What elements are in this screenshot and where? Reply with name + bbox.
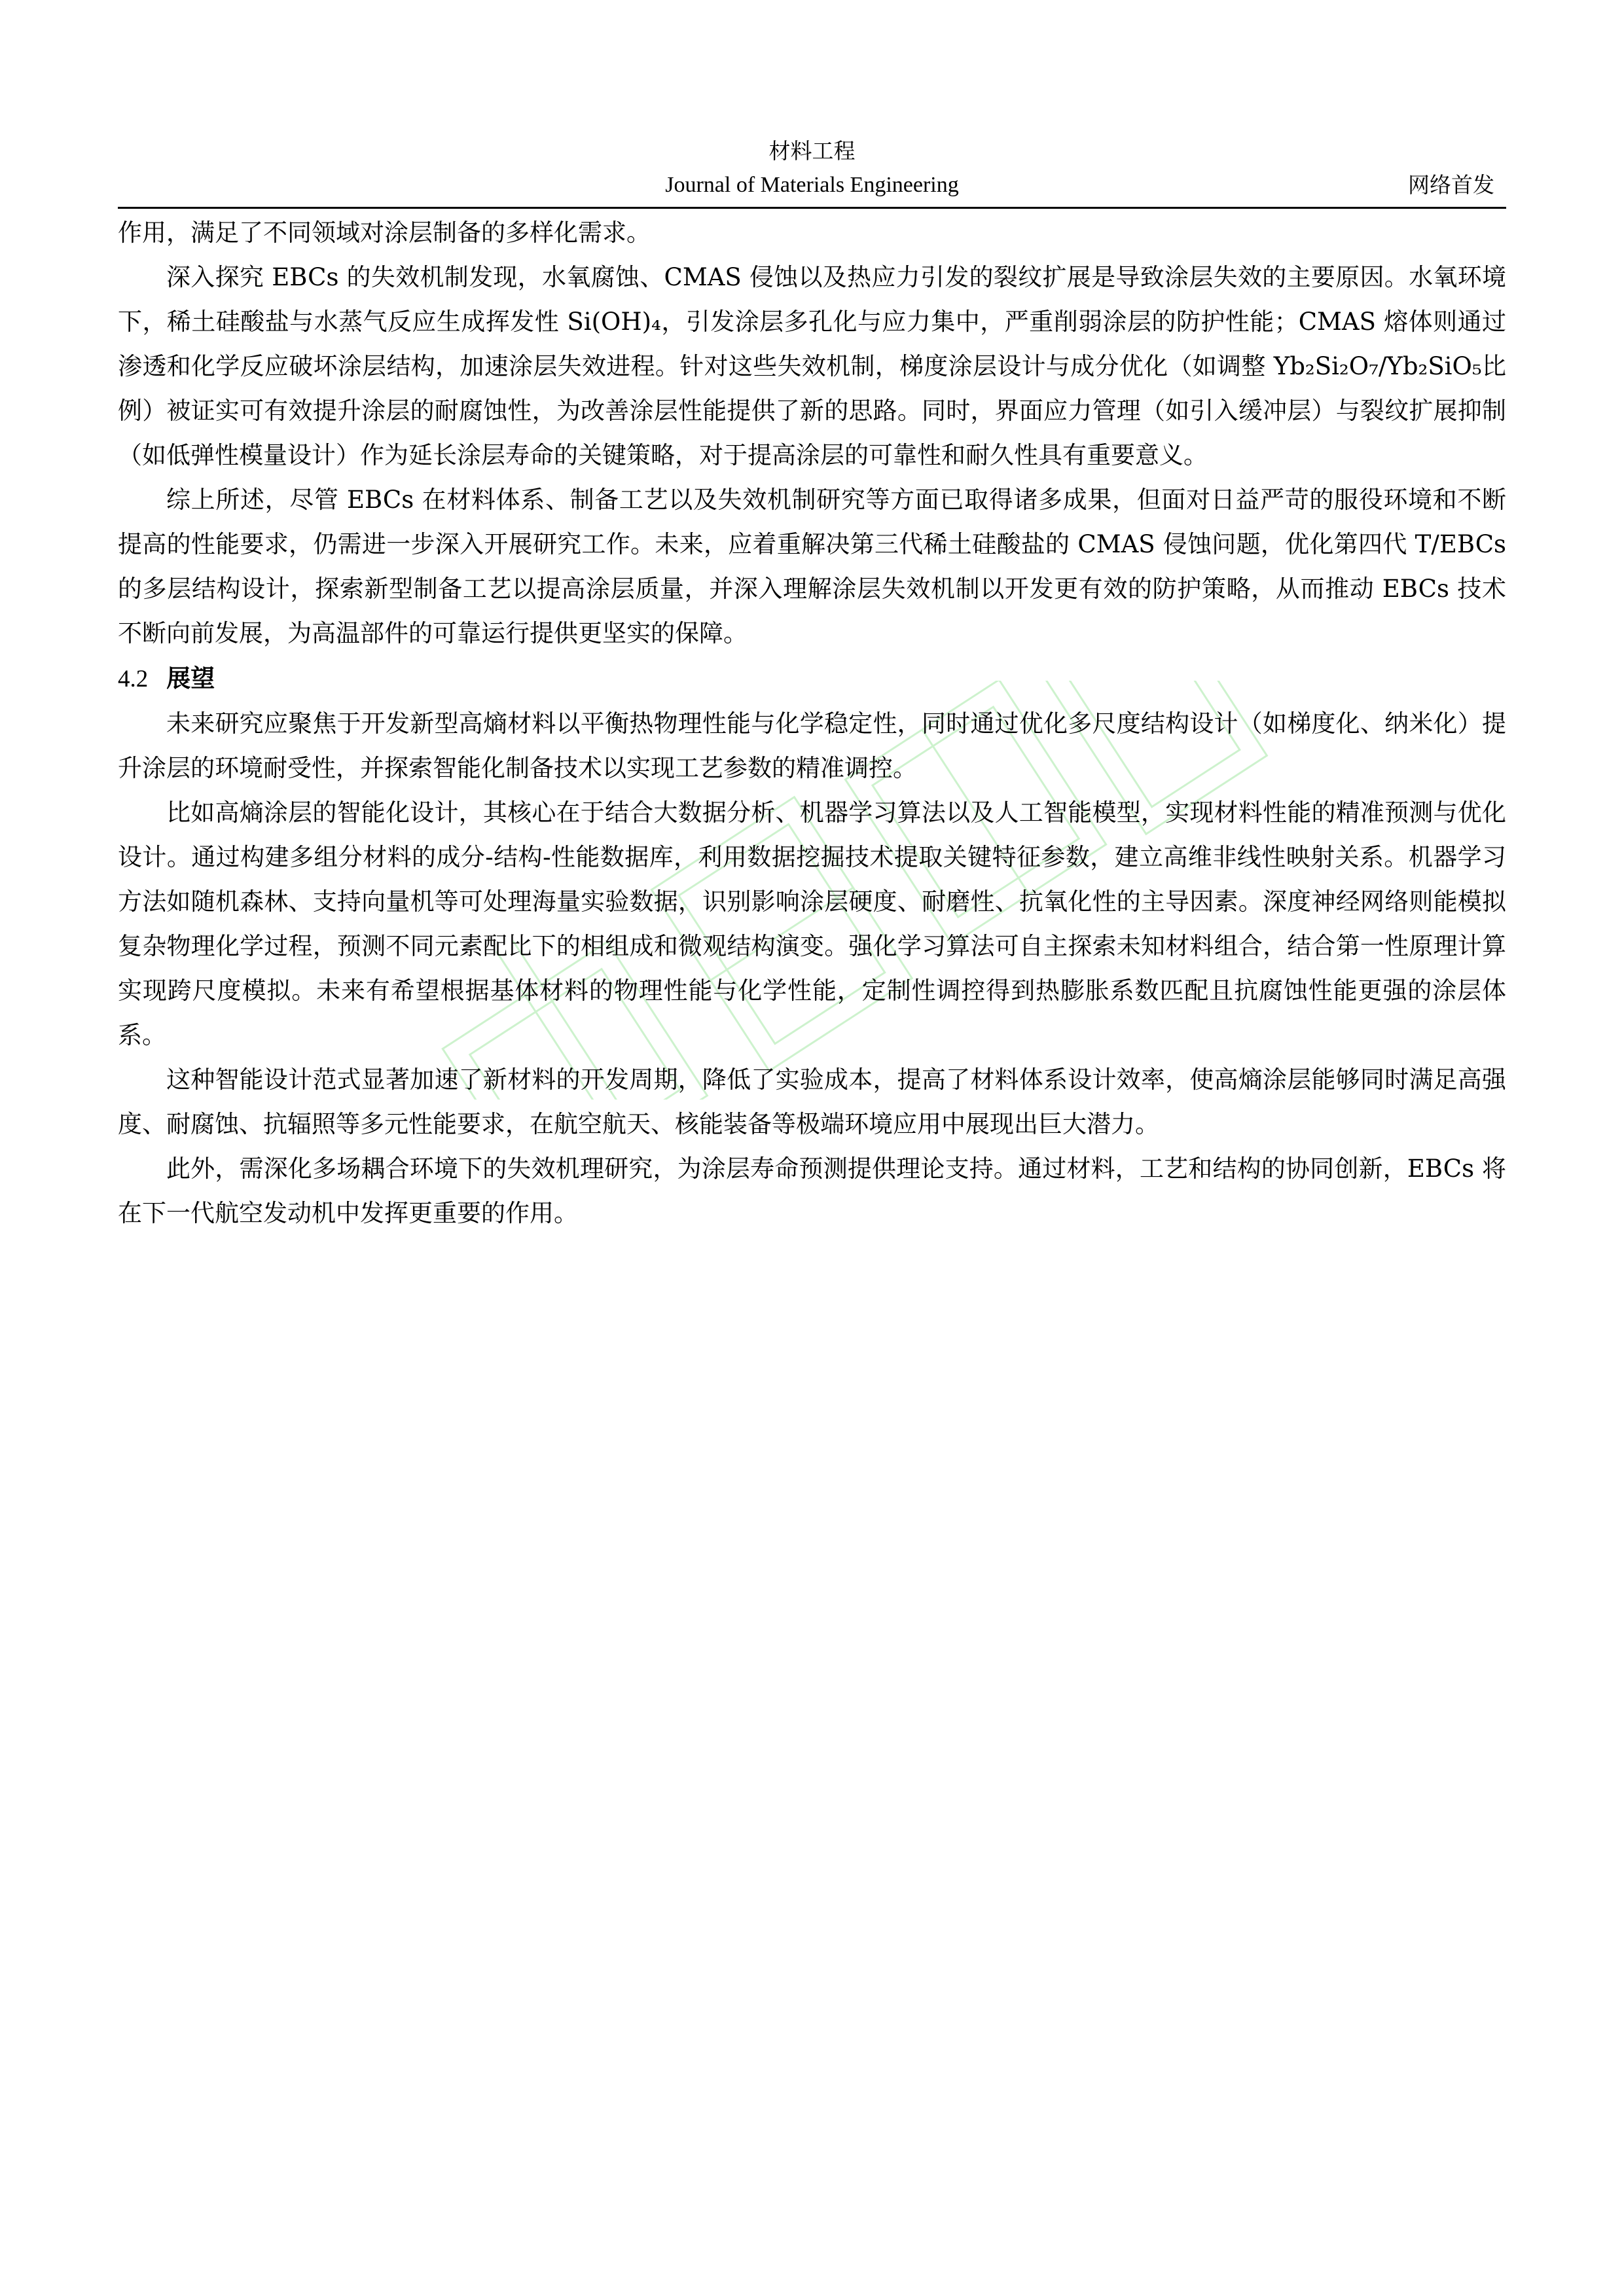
article-body [118,211,1506,1236]
paragraph-summary: 综上所述，尽管 EBCs 在材料体系、制备工艺以及失效机制研究等方面已取得诸多成果，但面对日益严苛的服役环境和不断提高的性能要求，仍需进一步深入开展研究工作。未来，应着重解决第三代稀土硅酸盐的 CMAS 侵蚀问题，优化第四代 T/EBCs 的多层结构设计，探索新型制备工艺以提高涂层质量，并深入理解涂层失效机制以开发更有效的防护策略，从而推动 EBCs 技术不断向前发展，为高温部件的可靠运行提供更坚实的保障。 [118,486,1506,647]
paragraph-continued: 作用，满足了不同领域对涂层制备的多样化需求。 [118,219,651,247]
journal-title-en: Journal of Materials Engineering [665,173,959,197]
online-first-label: 网络首发 [1408,172,1494,198]
paragraph-outlook-4: 此外，需深化多场耦合环境下的失效机理研究，为涂层寿命预测提供理论支持。通过材料，工艺和结构的协同创新，EBCs 将在下一代航空发动机中发挥更重要的作用。 [118,1155,1506,1227]
paragraph-outlook-2: 比如高熵涂层的智能化设计，其核心在于结合大数据分析、机器学习算法以及人工智能模型，实现材料性能的精准预测与优化设计。通过构建多组分材料的成分-结构-性能数据库，利用数据挖掘技术提取关键特征参数，建立高维非线性映射关系。机器学习方法如随机森林、支持向量机等可处理海量实验数据，识别影响涂层硬度、耐磨性、抗氧化性的主导因素。深度神经网络则能模拟复杂物理化学过程，预测不同元素配比下的相组成和微观结构演变。强化学习算法可自主探索未知材料组合，结合第一性原理计算实现跨尺度模拟。未来有希望根据基体材料的物理性能与化学性能，定制性调控得到热膨胀系数匹配且抗腐蚀性能更强的涂层体系。 [118,798,1506,1049]
section-title: 展望 [166,664,215,692]
running-header [118,134,1506,207]
paragraph-failure-mechanism: 深入探究 EBCs 的失效机制发现，水氧腐蚀、CMAS 侵蚀以及热应力引发的裂纹扩展是导致涂层失效的主要原因。水氧环境下，稀土硅酸盐与水蒸气反应生成挥发性 Si(OH)₄，引发涂层多孔化与应力集中，严重削弱涂层的防护性能；CMAS 熔体则通过渗透和化学反应破坏涂层结构，加速涂层失效进程。针对这些失效机制，梯度涂层设计与成分优化（如调整 Yb₂Si₂O₇/Yb₂SiO₅比例）被证实可有效提升涂层的耐腐蚀性，为改善涂层性能提供了新的思路。同时，界面应力管理（如引入缓冲层）与裂纹扩展抑制（如低弹性模量设计）作为延长涂层寿命的关键策略，对于提高涂层的可靠性和耐久性具有重要意义。 [118,263,1506,469]
section-number: 4.2 [118,666,149,692]
header-divider [118,207,1506,209]
paragraph-outlook-3: 这种智能设计范式显著加速了新材料的开发周期，降低了实验成本，提高了材料体系设计效率，使高熵涂层能够同时满足高强度、耐腐蚀、抗辐照等多元性能要求，在航空航天、核能装备等极端环境应用中展现出巨大潜力。 [118,1066,1506,1138]
journal-title-cn: 材料工程 [768,138,856,164]
paragraph-outlook-1: 未来研究应聚焦于开发新型高熵材料以平衡热物理性能与化学稳定性，同时通过优化多尺度结构设计（如梯度化、纳米化）提升涂层的环境耐受性，并探索智能化制备技术以实现工艺参数的精准调控。 [118,709,1506,782]
section-heading [118,656,1506,702]
